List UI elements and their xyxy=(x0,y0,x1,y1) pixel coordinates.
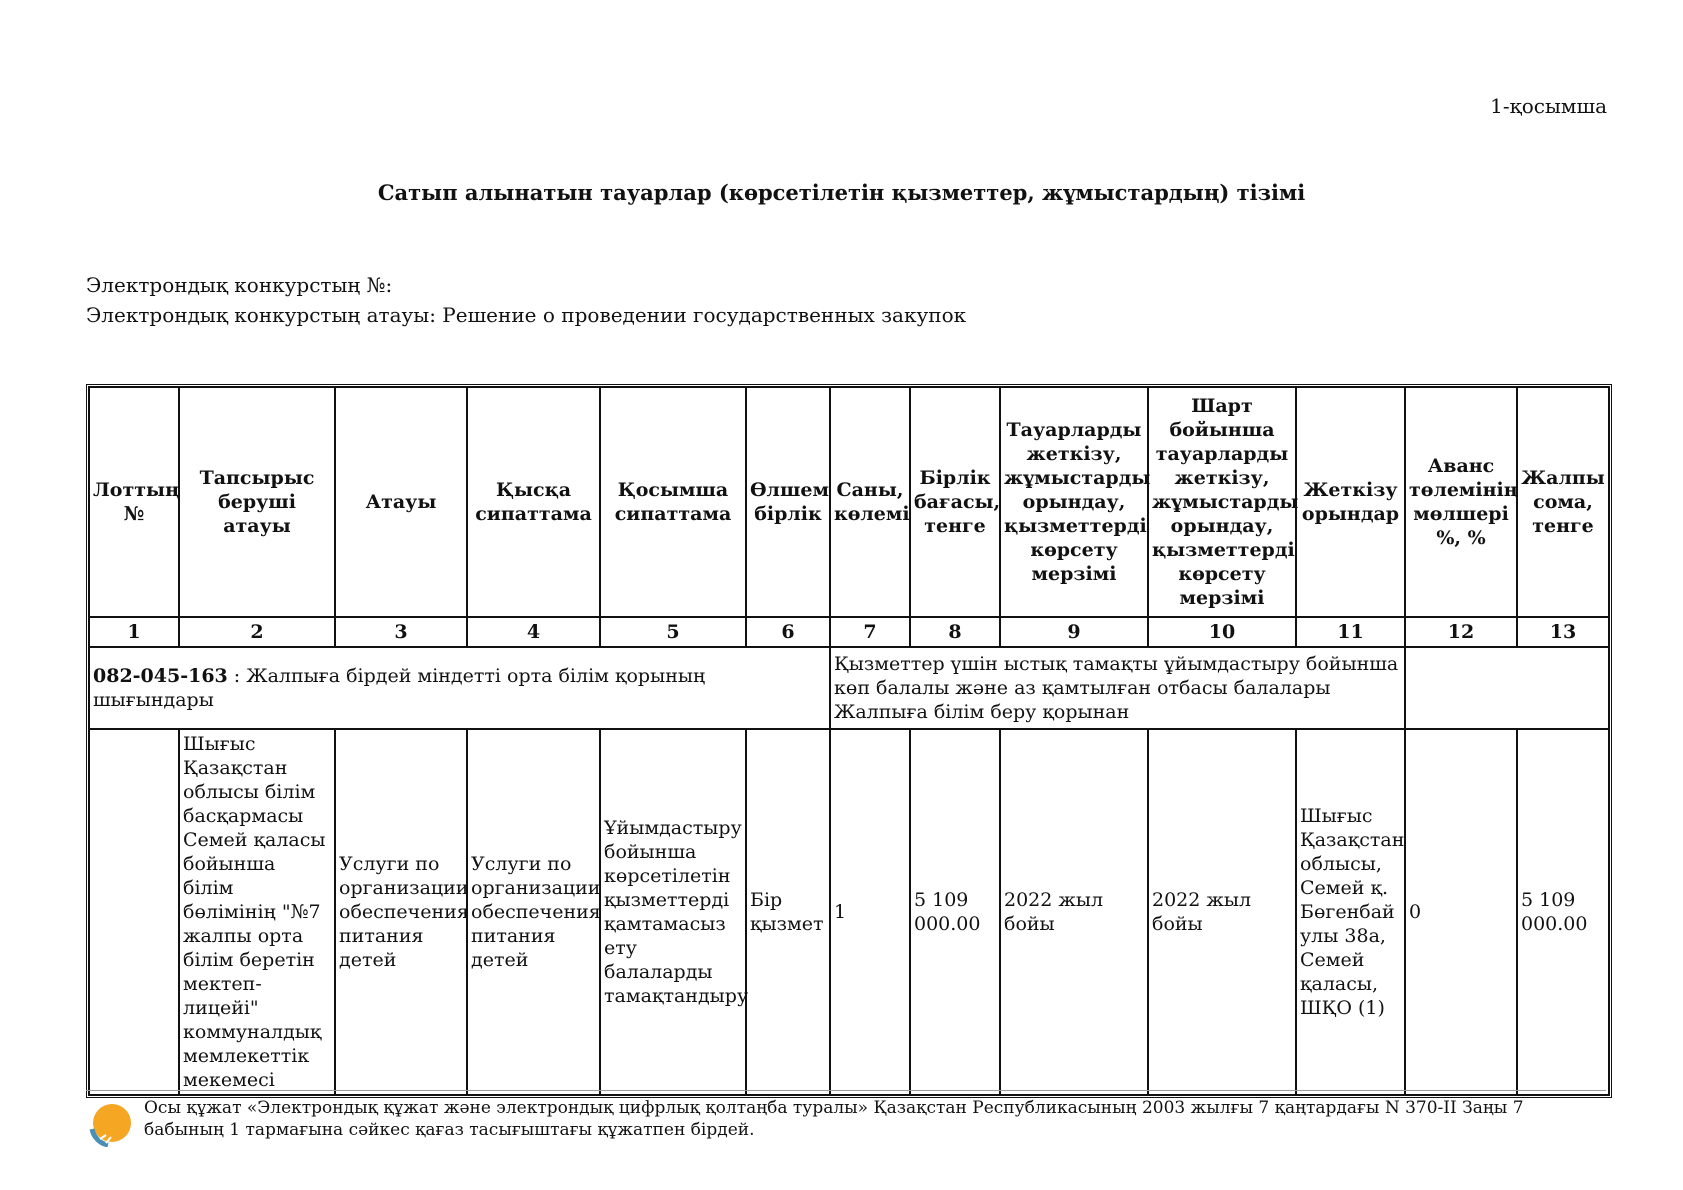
header-cell: Тапсырыс беруші атауы xyxy=(179,387,335,617)
footer-text: Осы құжат «Электрондық құжат және электрондық цифрлық қолтаңба туралы» Қазақстан Республикасының 2003 жылғы 7 қаңтардағы N 370-II Заңы 7 бабының 1 тармағына сәйкес қағаз тасығыштағы құжатпен бірдей. xyxy=(144,1098,1524,1140)
column-number-row xyxy=(89,617,1609,647)
header-cell: Қысқа сипаттама xyxy=(467,387,600,617)
legal-footer xyxy=(86,1090,1606,1147)
header-cell: Жеткізу орындар xyxy=(1296,387,1405,617)
column-number: 4 xyxy=(467,617,600,647)
lot-note-cell: Қызметтер үшін ыстық тамақты ұйымдастыру бойынша көп балалы және аз қамтылған отбасы балалары Жалпыға білім беру қорынан xyxy=(830,647,1405,729)
lot-number-cell xyxy=(89,729,179,1095)
document-title: Сатып алынатын тауарлар (көрсетілетін қызметтер, жұмыстардың) тізімі xyxy=(377,180,1306,205)
header-cell: Қосымша сипаттама xyxy=(600,387,746,617)
lot-empty-cell xyxy=(1405,647,1609,729)
contract-term-cell: 2022 жыл бойы xyxy=(1148,729,1296,1095)
customer-cell: Шығыс Қазақстан облысы білім басқармасы Семей қаласы бойынша білім бөлімінің "№7 жалпы орта білім беретін мектеп-лицейі" коммуналдық мемлекеттік мекемесі xyxy=(179,729,335,1095)
header-cell: Аванс төлемінің мөлшері %, % xyxy=(1405,387,1517,617)
header-cell: Жалпы сома, тенге xyxy=(1517,387,1609,617)
tender-number: Электрондық конкурстың №: xyxy=(86,273,393,297)
column-number: 1 xyxy=(89,617,179,647)
quantity-cell: 1 xyxy=(830,729,910,1095)
column-number: 9 xyxy=(1000,617,1148,647)
column-number: 5 xyxy=(600,617,746,647)
extra-description-cell: Ұйымдастыру бойынша көрсетілетін қызметтерді қамтамасыз ету балаларды тамақтандыру xyxy=(600,729,746,1095)
goods-table xyxy=(86,384,1612,1098)
goods-table-wrapper xyxy=(86,384,1606,1098)
header-cell: Тауарларды жеткізу, жұмыстарды орындау, қызметтерді көрсету мерзімі xyxy=(1000,387,1148,617)
column-number: 2 xyxy=(179,617,335,647)
lot-row xyxy=(89,647,1609,729)
advance-cell: 0 xyxy=(1405,729,1517,1095)
column-number: 8 xyxy=(910,617,1000,647)
column-number: 7 xyxy=(830,617,910,647)
delivery-place-cell: Шығыс Қазақстан облысы, Семей қ. Бөгенбай улы 38а, Семей қаласы, ШҚО (1) xyxy=(1296,729,1405,1095)
header-cell: Атауы xyxy=(335,387,467,617)
table-header-row xyxy=(89,387,1609,617)
header-cell: Лоттың № xyxy=(89,387,179,617)
column-number: 13 xyxy=(1517,617,1609,647)
lot-description: : Жалпыға бірдей міндетті орта білім қорының шығындары xyxy=(93,665,706,711)
delivery-term-cell: 2022 жыл бойы xyxy=(1000,729,1148,1095)
total-cell: 5 109 000.00 xyxy=(1517,729,1609,1095)
header-cell: Өлшем бірлік xyxy=(746,387,830,617)
column-number: 10 xyxy=(1148,617,1296,647)
table-row xyxy=(89,729,1609,1095)
sun-logo-icon xyxy=(86,1099,134,1147)
column-number: 6 xyxy=(746,617,830,647)
column-number: 11 xyxy=(1296,617,1405,647)
header-cell: Саны, көлемі xyxy=(830,387,910,617)
header-cell: Шарт бойынша тауарларды жеткізу, жұмыстарды орындау, қызметтерді көрсету мерзімі xyxy=(1148,387,1296,617)
tender-name: Электрондық конкурстың атауы: Решение о проведении государственных закупок xyxy=(86,303,967,327)
column-number: 12 xyxy=(1405,617,1517,647)
tender-meta xyxy=(86,270,966,330)
unit-price-cell: 5 109 000.00 xyxy=(910,729,1000,1095)
lot-code: 082-045-163 xyxy=(93,665,228,687)
header-cell: Бірлік бағасы, тенге xyxy=(910,387,1000,617)
lot-info-cell xyxy=(89,647,830,729)
unit-cell: Бір қызмет xyxy=(746,729,830,1095)
name-cell: Услуги по организации обеспечения питания детей xyxy=(335,729,467,1095)
short-description-cell: Услуги по организации обеспечения питания детей xyxy=(467,729,600,1095)
annex-label: 1-қосымша xyxy=(1490,94,1607,118)
column-number: 3 xyxy=(335,617,467,647)
